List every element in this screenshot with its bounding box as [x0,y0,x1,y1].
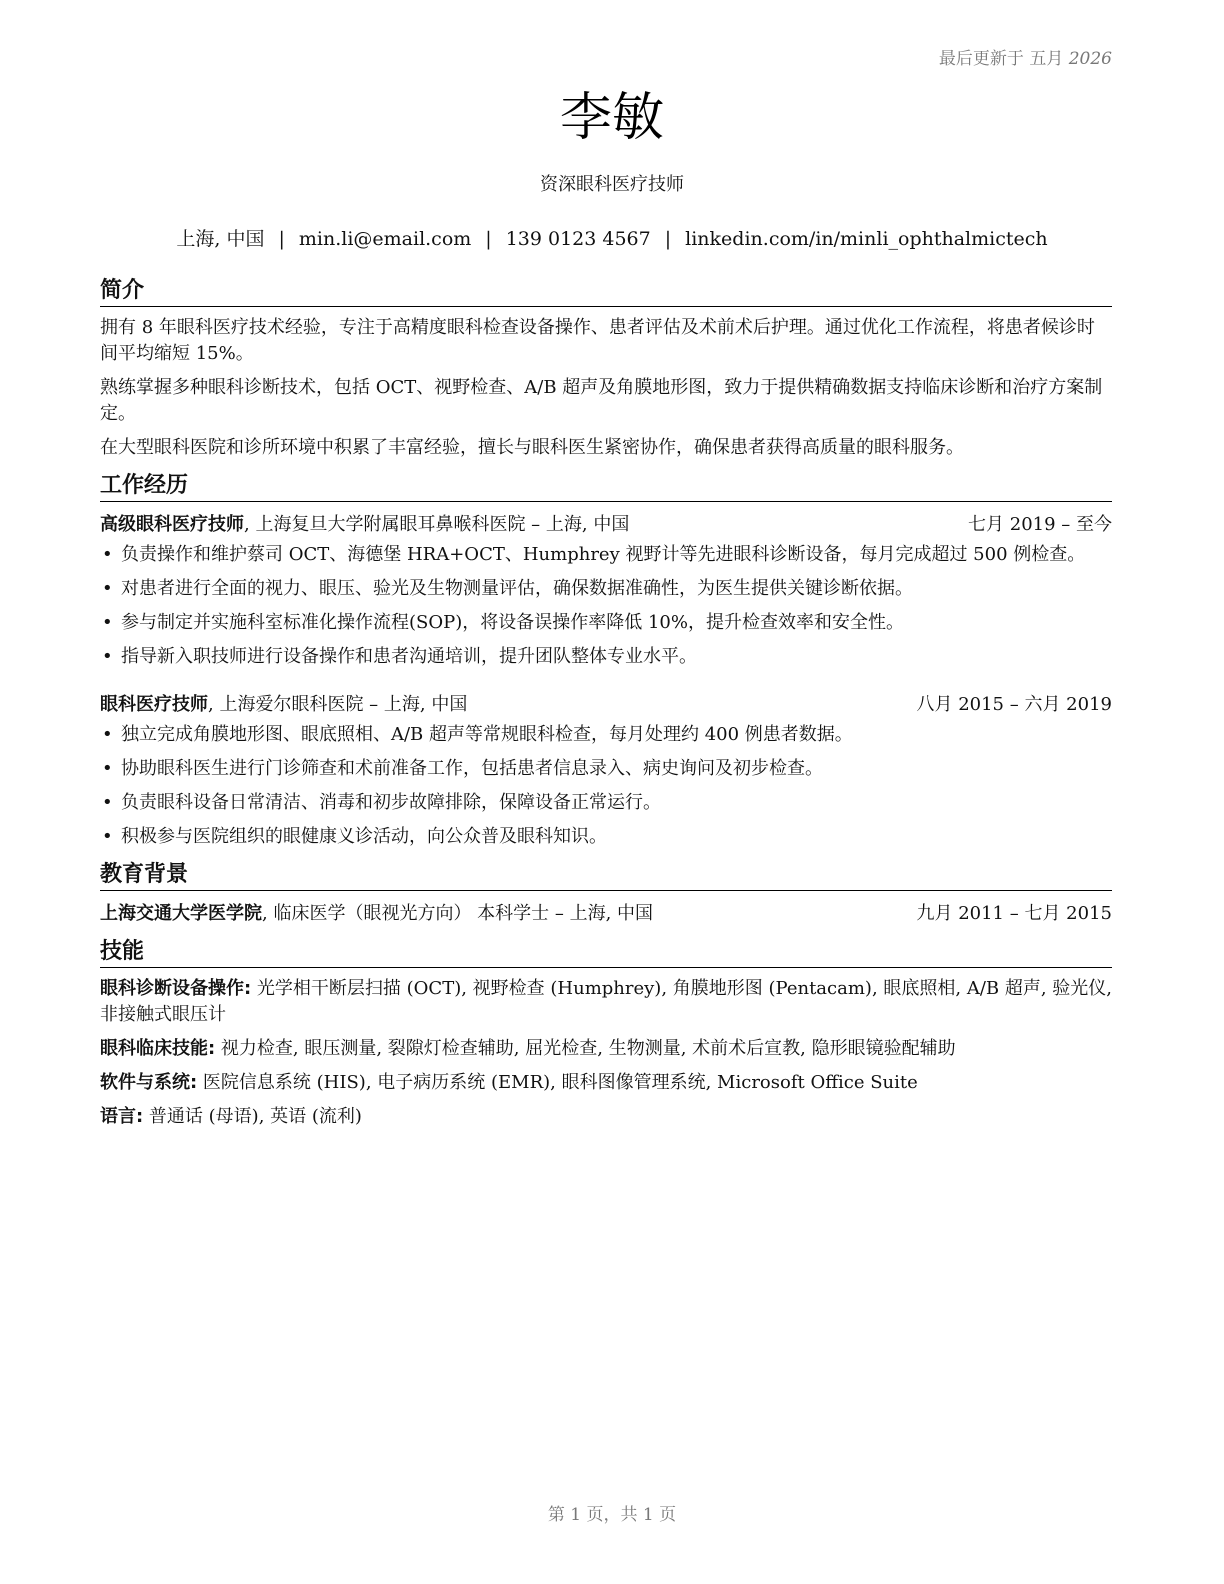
skill-value: 普通话 (母语), 英语 (流利) [143,1106,362,1127]
last-updated-prefix: 最后更新于 [938,49,1024,69]
contact-separator: | [664,228,672,250]
job-org: , 上海爱尔眼科医院 – 上海, 中国 [208,694,468,715]
contact-phone: 139 0123 4567 [505,228,651,250]
job-entry [100,692,1112,850]
education-detail: , 临床医学（眼视光方向） 本科学士 – 上海, 中国 [262,903,654,924]
job-header [100,512,1112,538]
job-entry [100,512,1112,670]
candidate-name: 李敏 [559,88,664,148]
skill-row [100,976,1112,1028]
skill-label: 眼科诊断设备操作: [100,978,252,999]
education-dates: 九月 2011 – 七月 2015 [916,903,1112,924]
job-bullets [100,542,1112,670]
education-title-line [100,901,653,927]
summary-paragraph: 熟练掌握多种眼科诊断技术，包括 OCT、视野检查、A/B 超声及角膜地形图，致力于提供精确数据支持临床诊断和治疗方案制定。 [100,377,1103,424]
candidate-title: 资深眼科医疗技师 [540,174,684,195]
contact-linkedin[interactable]: linkedin.com/in/minli_ophthalmictech [685,228,1048,250]
summary-section [100,276,1112,461]
skills-heading: 技能 [100,937,1112,968]
job-bullet: • 对患者进行全面的视力、眼压、验光及生物测量评估，确保数据准确性，为医生提供关键诊断依据。 [100,576,1112,602]
skill-row [100,1104,1112,1130]
job-org: , 上海复旦大学附属眼耳鼻喉科医院 – 上海, 中国 [244,514,630,535]
skills-section [100,937,1112,1130]
job-role: 眼科医疗技师 [100,694,208,715]
skill-value: 视力检查, 眼压测量, 裂隙灯检查辅助, 屈光检查, 生物测量, 术前术后宣教, 隐形眼镜验配辅助 [215,1038,956,1059]
job-header [100,692,1112,718]
skill-row [100,1070,1112,1096]
job-dates: 七月 2019 – 至今 [968,514,1112,535]
job-dates: 八月 2015 – 六月 2019 [916,694,1112,715]
last-updated-month: 五月 [1029,49,1064,69]
job-bullet: • 积极参与医院组织的眼健康义诊活动，向公众普及眼科知识。 [100,824,1112,850]
last-updated [939,44,1112,69]
job-bullet: • 负责操作和维护蔡司 OCT、海德堡 HRA+OCT、Humphrey 视野计等先进眼科诊断设备，每月完成超过 500 例检查。 [100,542,1112,568]
skill-value: 光学相干断层扫描 (OCT), 视野检查 (Humphrey), 角膜地形图 (Pentacam), 眼底照相, A/B 超声, 验光仪, 非接触式眼压计 [100,978,1113,1025]
last-updated-year: 2026 [1068,49,1112,69]
experience-section [100,471,1112,850]
page-number: 第 1 页，共 1 页 [547,1505,677,1525]
resume-content [100,276,1112,1130]
job-bullet: • 独立完成角膜地形图、眼底照相、A/B 超声等常规眼科检查，每月处理约 400 例患者数据。 [100,722,1112,748]
job-bullets [100,722,1112,850]
skill-value: 医院信息系统 (HIS), 电子病历系统 (EMR), 眼科图像管理系统, Microsoft Office Suite [197,1072,918,1093]
skill-label: 眼科临床技能: [100,1038,216,1059]
education-heading: 教育背景 [100,860,1112,891]
summary-paragraph: 拥有 8 年眼科医疗技术经验，专注于高精度眼科检查设备操作、患者评估及术前术后护理。通过优化工作流程，将患者候诊时间平均缩短 15%。 [100,317,1095,364]
contact-email[interactable]: min.li@email.com [298,228,472,250]
skill-label: 软件与系统: [100,1072,198,1093]
skill-row [100,1036,1112,1062]
contact-location: 上海, 中国 [176,228,265,250]
contact-line [0,224,1224,251]
job-title-line [100,692,467,718]
skill-label: 语言: [100,1106,144,1127]
job-role: 高级眼科医疗技师 [100,514,244,535]
job-title-line [100,512,629,538]
education-section [100,860,1112,927]
job-bullet: • 指导新入职技师进行设备操作和患者沟通培训，提升团队整体专业水平。 [100,644,1112,670]
contact-separator: | [485,228,492,250]
job-bullet: • 参与制定并实施科室标准化操作流程(SOP)，将设备误操作率降低 10%，提升检查效率和安全性。 [100,610,1112,636]
summary-paragraph: 在大型眼科医院和诊所环境中积累了丰富经验，擅长与眼科医生紧密协作，确保患者获得高质量的眼科服务。 [100,437,964,458]
job-bullet: • 协助眼科医生进行门诊筛查和术前准备工作，包括患者信息录入、病史询问及初步检查。 [100,756,1112,782]
experience-heading: 工作经历 [100,471,1112,502]
education-school: 上海交通大学医学院 [100,903,262,924]
contact-separator: | [278,228,285,250]
job-bullet: • 负责眼科设备日常清洁、消毒和初步故障排除，保障设备正常运行。 [100,790,1112,816]
education-entry [100,901,1112,927]
summary-heading: 简介 [100,276,1112,307]
